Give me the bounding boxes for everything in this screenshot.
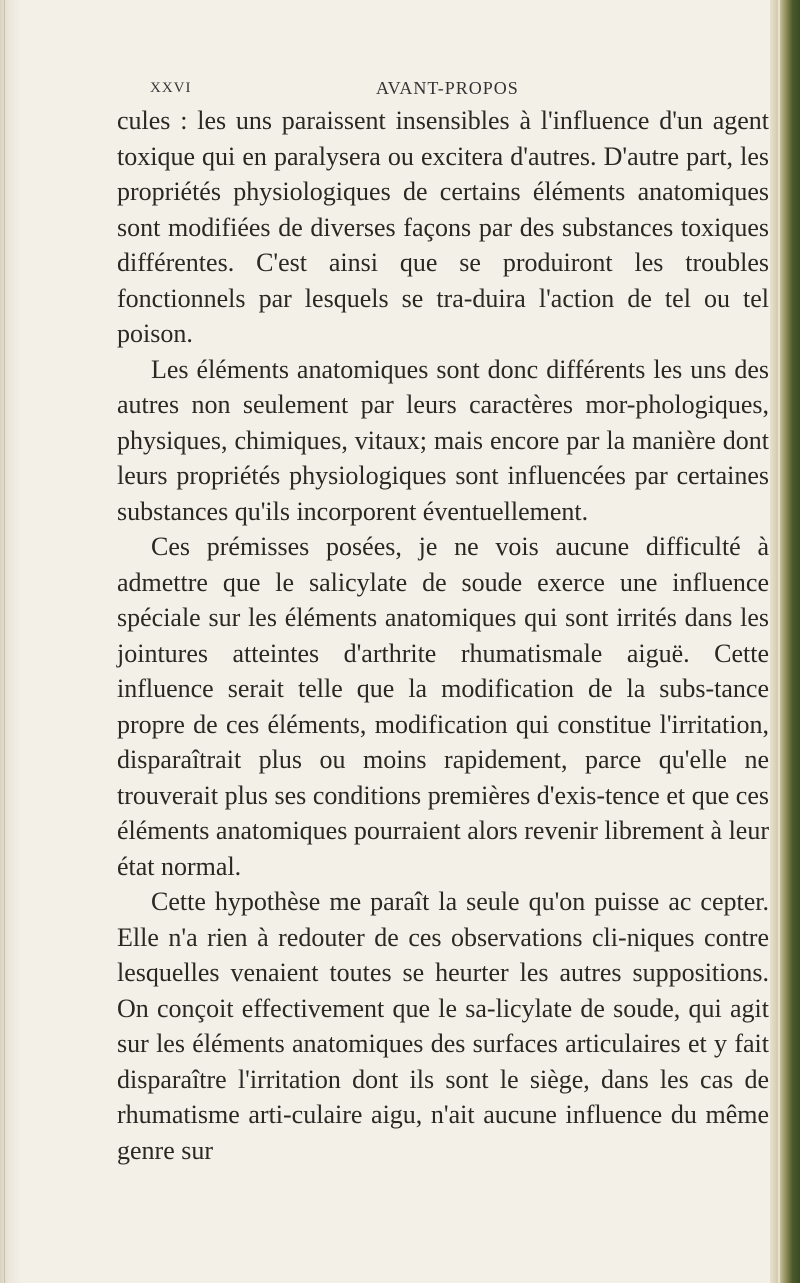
- book-binding-edge: [770, 0, 800, 1283]
- header-title: AVANT-PROPOS: [376, 78, 519, 98]
- paragraph-2: Les éléments anatomiques sont donc différents les uns des autres non seulement par leurs caractères mor-phologiques, physiques, chimiques, vitaux; mais encore par la manière dont leurs propriétés physiologiques sont influencées par certaines substances qu'ils incorporent éventuellement.: [117, 354, 769, 526]
- body-text: [117, 103, 769, 1168]
- paragraph-3: Ces prémisses posées, je ne vois aucune difficulté à admettre que le salicylate de soude exerce une influence spéciale sur les éléments anatomiques qui sont irrités dans les jointures atteintes d'arthrite rhumatismale aiguë. Cette influence serait telle que la modification de la subs-tance propre de ces éléments, modification qui constitue l'irritation, disparaîtrait plus ou moins rapidement, parce qu'elle ne trouverait plus ses conditions premières d'exis-tence et que ces éléments anatomiques pourraient alors revenir librement à leur état normal.: [117, 532, 769, 881]
- page-left-edge: [0, 0, 22, 1283]
- paragraph-1: cules : les uns paraissent insensibles à l'influence d'un agent toxique qui en paralysera ou excitera d'autres. D'autre part, les propriétés physiologiques de certains éléments anatomiques sont modifiées de diverses façons par des substances toxiques différentes. C'est ainsi que se produiront les troubles fonctionnels par lesquels se tra-duira l'action de tel ou tel poison.: [117, 106, 769, 348]
- page-number: XXVI: [150, 80, 192, 96]
- paragraph-4: Cette hypothèse me paraît la seule qu'on puisse ac cepter. Elle n'a rien à redouter de ces observations cli-niques contre lesquelles venaient toutes se heurter les autres suppositions. On conçoit effectivement que le sa-licylate de soude, qui agit sur les éléments anatomiques des surfaces articulaires et y fait disparaître l'irritation dont ils sont le siège, dans les cas de rhumatisme arti-culaire aigu, n'ait aucune influence du même genre sur: [117, 887, 769, 1165]
